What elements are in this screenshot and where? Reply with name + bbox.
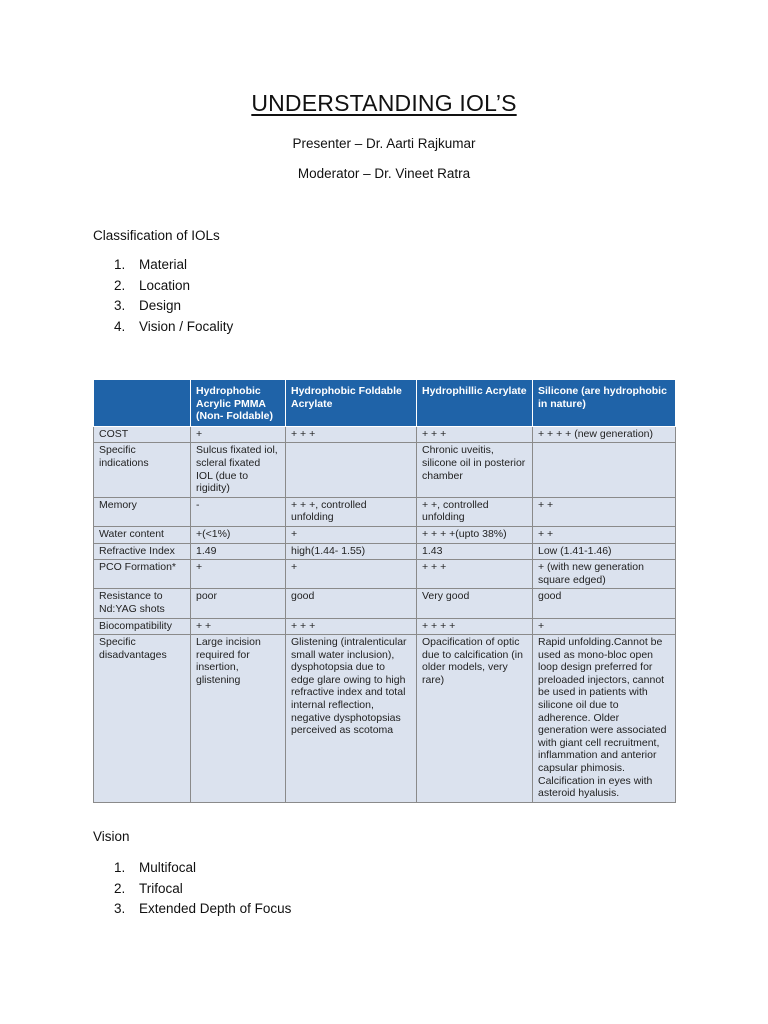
row-label-cell: Memory xyxy=(94,497,191,526)
header-cell: Hydrophobic Foldable Acrylate xyxy=(286,380,417,427)
list-number: 2. xyxy=(114,880,126,896)
row-label-cell: Specific disadvantages xyxy=(94,635,191,803)
list-item xyxy=(93,899,291,920)
list-number: 2. xyxy=(114,277,126,293)
table-cell: high(1.44- 1.55) xyxy=(286,543,417,560)
row-label-cell: PCO Formation* xyxy=(94,560,191,589)
table-cell: 1.49 xyxy=(191,543,286,560)
table-cell: + xyxy=(286,560,417,589)
table-cell: good xyxy=(533,589,676,618)
list-text: Location xyxy=(139,277,191,293)
table-row xyxy=(94,589,676,618)
table-cell: + + xyxy=(191,618,286,635)
table-cell: + xyxy=(533,618,676,635)
list-text: Material xyxy=(139,257,188,272)
table-cell: + xyxy=(191,426,286,443)
list-item xyxy=(93,296,233,317)
table-row xyxy=(94,560,676,589)
table-cell: + + + + (new generation) xyxy=(533,426,676,443)
list-text: Vision / Focality xyxy=(139,319,234,335)
row-label-cell: Resistance to Nd:YAG shots xyxy=(94,589,191,618)
list-number: 1. xyxy=(114,257,126,272)
classification-list xyxy=(93,255,233,338)
table-cell: - xyxy=(191,497,286,526)
table-cell: Low (1.41-1.46) xyxy=(533,543,676,560)
table-row xyxy=(94,543,676,560)
table-cell: Glistening (intralenticular small water inclusion), dysphotopsia due to edge glare owing to high refractive index and total internal reflection, negative dysphotopsias perceived as scotoma xyxy=(286,635,417,803)
moderator-line: Moderator – Dr. Vineet Ratra xyxy=(297,166,471,181)
row-label-cell: Specific indications xyxy=(94,443,191,497)
list-item xyxy=(93,879,291,900)
list-item xyxy=(93,255,233,276)
iol-comparison-table xyxy=(93,379,676,803)
row-label-cell: Water content xyxy=(94,526,191,543)
list-item xyxy=(93,317,233,338)
table-cell: + + + xyxy=(417,426,533,443)
table-row xyxy=(94,443,676,497)
table-row xyxy=(94,497,676,526)
table-cell: Rapid unfolding.Cannot be used as mono-bloc open loop design preferred for preloaded injectors, cannot be used in patients with silicone oil due to adherence. Older generation were associated with giant cell recruitment, inflammation and anterior capsular phimosis. Calcification in eyes with asteroid hyalusis. xyxy=(533,635,676,803)
table-cell: + + + xyxy=(286,426,417,443)
list-item xyxy=(93,276,233,297)
table-cell: + + +, controlled unfolding xyxy=(286,497,417,526)
table-cell: + + xyxy=(533,526,676,543)
row-label-cell: Biocompatibility xyxy=(94,618,191,635)
table-cell: + xyxy=(191,560,286,589)
table-cell xyxy=(533,443,676,497)
list-item xyxy=(93,858,291,879)
table-cell: + xyxy=(286,526,417,543)
list-number: 4. xyxy=(114,319,126,335)
table-header-row xyxy=(94,380,676,427)
classification-heading: Classification of IOLs xyxy=(93,228,220,243)
vision-list xyxy=(93,858,291,920)
list-text: Trifocal xyxy=(139,880,183,896)
header-cell xyxy=(94,380,191,427)
table-cell xyxy=(286,443,417,497)
table-cell: + + + xyxy=(286,618,417,635)
table-cell: Opacification of optic due to calcification (in older models, very rare) xyxy=(417,635,533,803)
presenter-line: Presenter – Dr. Aarti Rajkumar xyxy=(292,136,476,151)
table-cell: + +, controlled unfolding xyxy=(417,497,533,526)
row-label-cell: COST xyxy=(94,426,191,443)
table-row xyxy=(94,526,676,543)
list-number: 3. xyxy=(114,901,126,917)
list-text: Multifocal xyxy=(139,860,197,875)
page-title: UNDERSTANDING IOL’S xyxy=(251,90,517,116)
table-row xyxy=(94,426,676,443)
table-cell: + (with new generation square edged) xyxy=(533,560,676,589)
table-cell: 1.43 xyxy=(417,543,533,560)
vision-heading: Vision xyxy=(93,829,130,844)
table-cell: good xyxy=(286,589,417,618)
table-cell: +(<1%) xyxy=(191,526,286,543)
list-number: 1. xyxy=(114,860,126,875)
table-cell: + + + + xyxy=(417,618,533,635)
table-row xyxy=(94,618,676,635)
list-number: 3. xyxy=(114,298,126,314)
table-cell: + + + xyxy=(417,560,533,589)
table-cell: Chronic uveitis, silicone oil in posterior chamber xyxy=(417,443,533,497)
table-body xyxy=(94,426,676,802)
table-cell: Sulcus fixated iol, scleral fixated IOL (due to rigidity) xyxy=(191,443,286,497)
table-cell: Very good xyxy=(417,589,533,618)
table-cell: + + + +(upto 38%) xyxy=(417,526,533,543)
header-cell: Hydrophillic Acrylate xyxy=(417,380,533,427)
header-cell: Hydrophobic Acrylic PMMA (Non- Foldable) xyxy=(191,380,286,427)
header-cell: Silicone (are hydrophobic in nature) xyxy=(533,380,676,427)
table-cell: + + xyxy=(533,497,676,526)
table-cell: Large incision required for insertion, glistening xyxy=(191,635,286,803)
table-cell: poor xyxy=(191,589,286,618)
list-text: Extended Depth of Focus xyxy=(139,901,292,917)
list-text: Design xyxy=(139,298,182,314)
table-row xyxy=(94,635,676,803)
row-label-cell: Refractive Index xyxy=(94,543,191,560)
